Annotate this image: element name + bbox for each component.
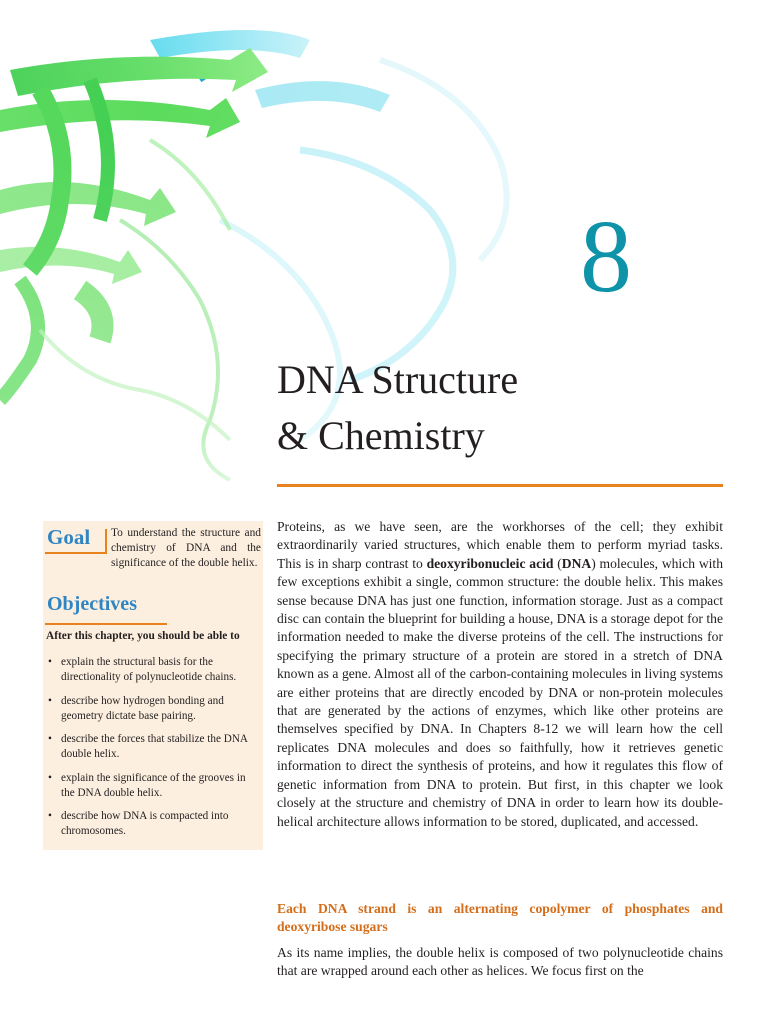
- objectives-lead: After this chapter, you should be able to: [46, 630, 240, 642]
- term-dna: DNA: [561, 555, 592, 571]
- chapter-number: 8: [580, 199, 632, 314]
- goal-underline: [45, 552, 105, 554]
- title-divider: [277, 484, 723, 487]
- list-item: • explain the structural basis for the directionality of polynucleotide chains.: [46, 655, 258, 685]
- goal-block: [43, 521, 263, 591]
- list-item: • describe how hydrogen bonding and geometry dictate base pairing.: [46, 694, 258, 724]
- para1-part-a: Proteins, as we have seen, are the workhorses of the cell; they exhibit extraordinarily varied structures, which enable them to perform myriad tasks. This is in sharp contrast to: [277, 519, 723, 571]
- goals-objectives-sidebar: [43, 521, 263, 850]
- list-item: • explain the significance of the grooves in the DNA double helix.: [46, 771, 258, 801]
- section-paragraph: As its name implies, the double helix is composed of two polynucleotide chains that are wrapped around each other as helices. We focus first on the: [277, 945, 723, 979]
- section-heading: Each DNA strand is an alternating copolymer of phosphates and deoxyribose sugars: [277, 901, 723, 935]
- objectives-heading: Objectives: [47, 593, 137, 615]
- goal-label: Goal: [47, 525, 91, 549]
- term-deoxyribonucleic-acid: deoxyribonucleic acid: [426, 555, 554, 571]
- objectives-underline: [45, 623, 167, 625]
- list-item: • describe how DNA is compacted into chromosomes.: [46, 809, 258, 839]
- chapter-title: [277, 352, 518, 464]
- goal-divider: [105, 529, 107, 554]
- intro-paragraph: [277, 518, 723, 831]
- para1-part-b: (: [553, 555, 562, 571]
- objectives-list: [46, 655, 258, 848]
- goal-text: To understand the structure and chemistry of DNA and the significance of the double helix.: [111, 527, 261, 569]
- list-item: • describe the forces that stabilize the DNA double helix.: [46, 732, 258, 762]
- chapter-title-line1: DNA Structure: [277, 357, 519, 402]
- chapter-title-line2: & Chemistry: [277, 413, 485, 458]
- para1-part-c: ) molecules, which with few exceptions exhibit a single, common structure: the double helix. This makes sense because DNA has just one function, information storage. Just as a compact disc can contain the blueprint for building a house, DNA is a storage depot for the information needed to make the diverse proteins of the cell. The instructions for specifying the primary structure of a protein are stored in a stretch of DNA known as a gene. Almost all of the carbon-containing molecules in living systems are either proteins that are directly encoded by DNA or non-protein molecules that are generated by the actions of enzymes, which like other proteins are themselves specified by DNA. In Chapters 8-12 we will learn how the cell replicates DNA molecules and does so faithfully, how it retrieves genetic information to direct the synthesis of proteins, and how it regulates this flow of genetic information from DNA to protein. But first, in this chapter we look closely at the structure and chemistry of DNA in order to learn how its double-helical architecture allows information to be stored, duplicated, and accessed.: [277, 555, 723, 829]
